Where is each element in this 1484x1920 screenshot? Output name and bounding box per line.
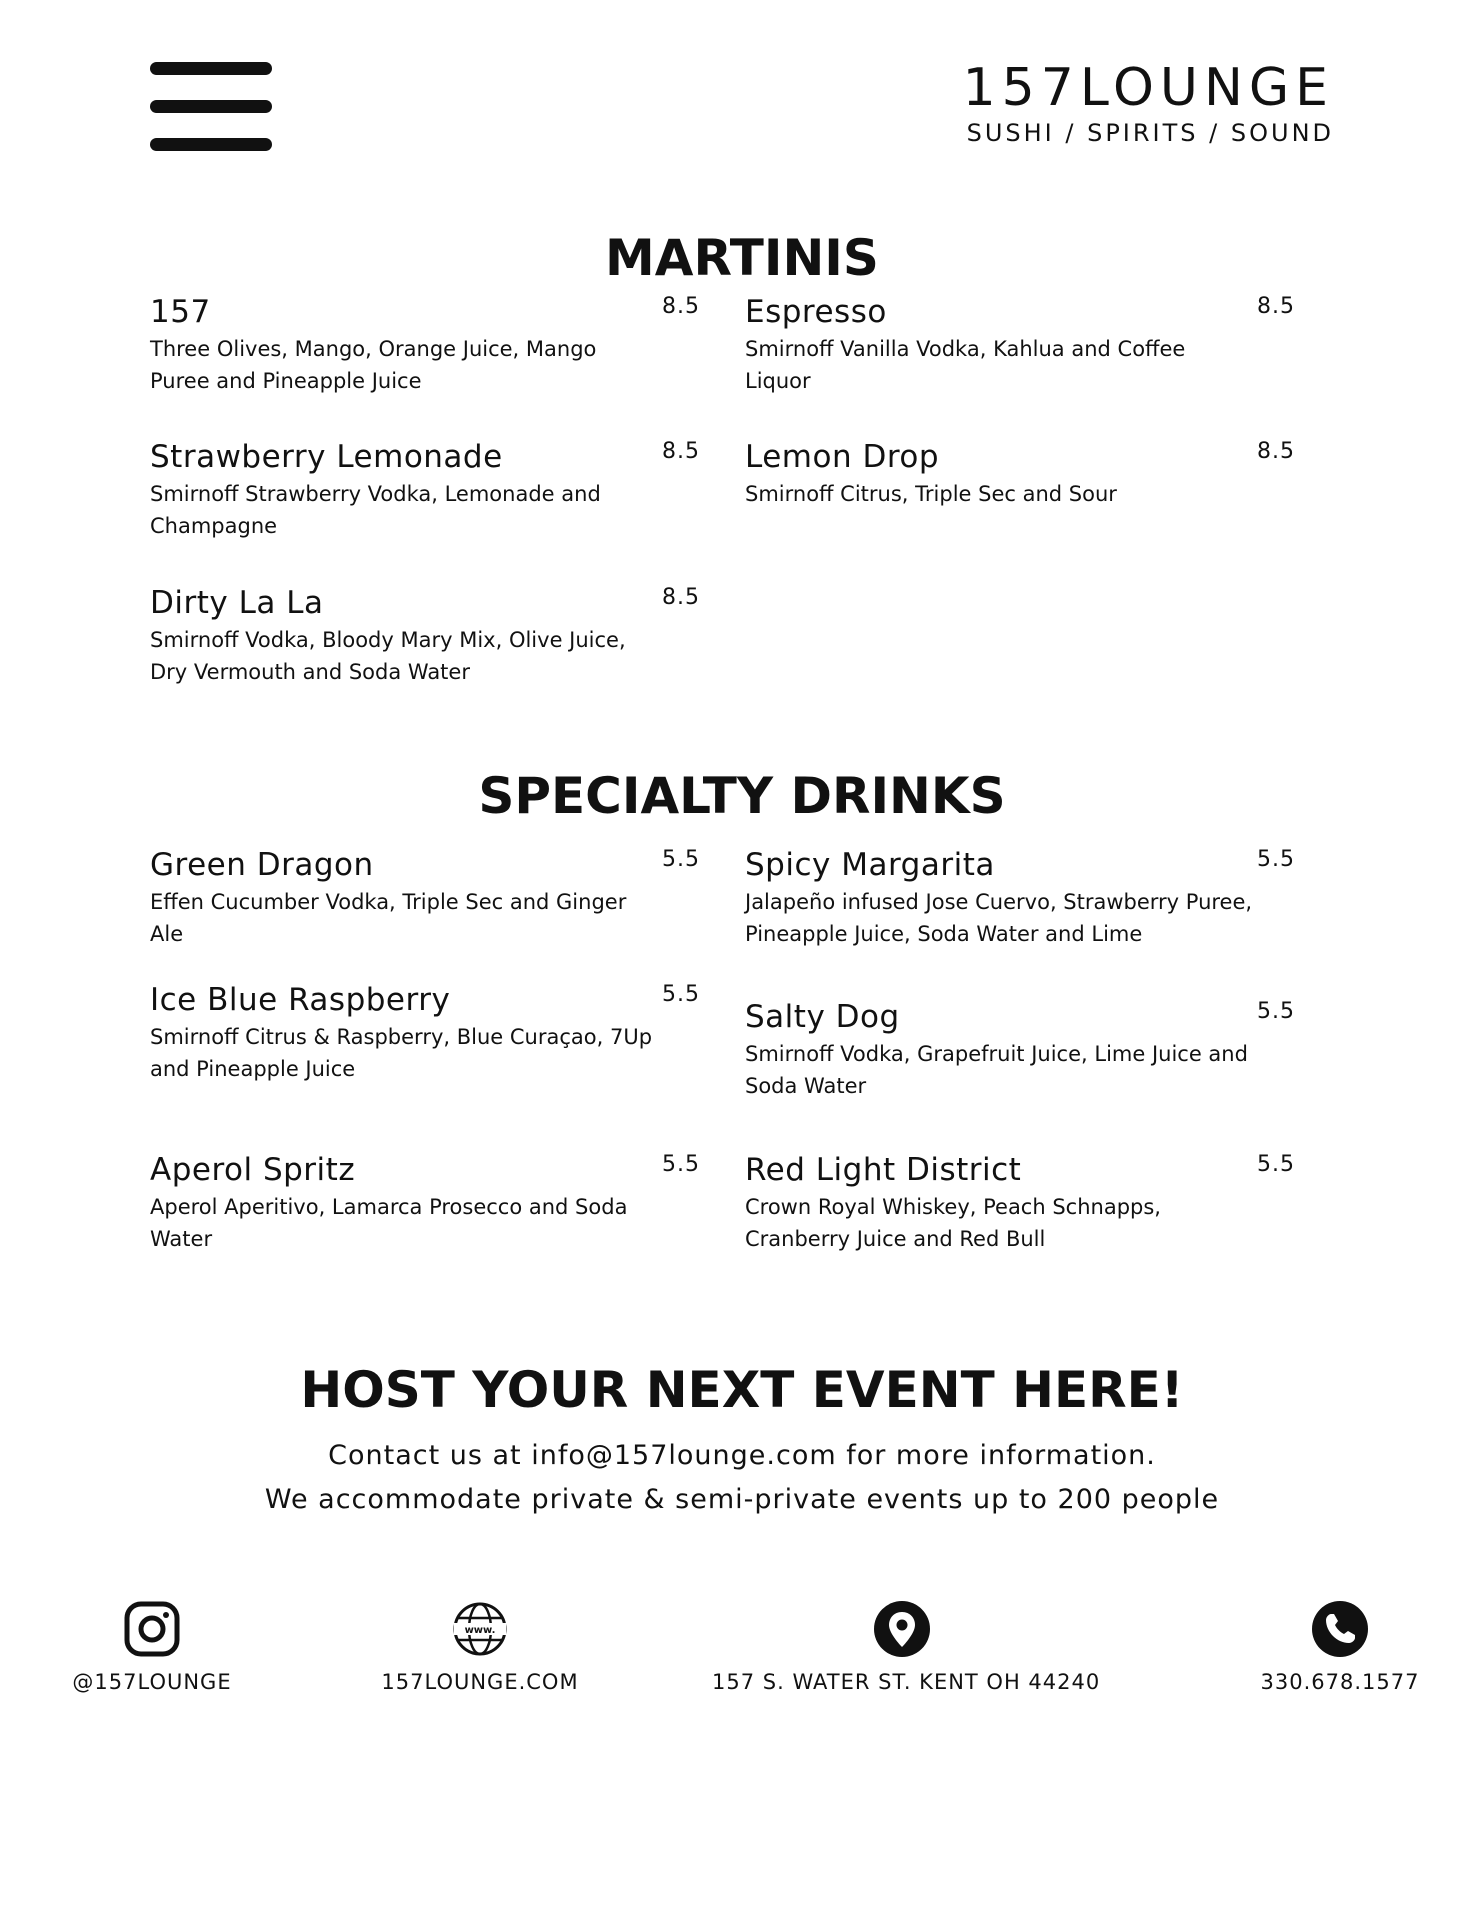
phone-icon (1311, 1600, 1369, 1658)
menu-item-desc: Effen Cucumber Vodka, Triple Sec and Ginger Ale (150, 890, 627, 946)
menu-item-name: Spicy Margarita (745, 847, 995, 883)
brand-logo (963, 58, 1334, 148)
event-contact-line: Contact us at info@157lounge.com for more information. (328, 1440, 1156, 1471)
event-title: HOST YOUR NEXT EVENT HERE! (300, 1361, 1184, 1419)
menu-item-desc: Smirnoff Vodka, Grapefruit Juice, Lime Juice and Soda Water (745, 1042, 1248, 1098)
event-capacity-line: We accommodate private & semi-private events up to 200 people (264, 1484, 1220, 1515)
instagram-icon (123, 1600, 181, 1658)
menu-item-desc: Smirnoff Citrus, Triple Sec and Sour (745, 482, 1117, 506)
menu-item (745, 1150, 1295, 1255)
menu-item-price: 8.5 (662, 439, 700, 464)
brand-name: 157LOUNGE (962, 58, 1334, 118)
street-address: 157 S. WATER ST. KENT OH 44240 (712, 1670, 1101, 1694)
menu-item (150, 437, 700, 542)
menu-item (745, 437, 1295, 510)
menu-item-name: Lemon Drop (745, 439, 940, 475)
globe-www-icon (451, 1600, 509, 1658)
martinis-title: MARTINIS (605, 229, 879, 287)
brand-tagline: SUSHI / SPIRITS / SOUND (966, 119, 1334, 147)
menu-item-desc: Smirnoff Vodka, Bloody Mary Mix, Olive Juice, Dry Vermouth and Soda Water (150, 628, 626, 684)
menu-item-name: Espresso (745, 294, 887, 330)
menu-item (745, 845, 1295, 950)
menu-item-price: 5.5 (662, 1152, 700, 1177)
menu-item-name: Dirty La La (150, 585, 324, 621)
svg-text:www.: www. (464, 1625, 496, 1636)
menu-item-name: Ice Blue Raspberry (150, 982, 451, 1018)
address-contact[interactable] (712, 1600, 1101, 1694)
instagram-handle: @157LOUNGE (72, 1670, 232, 1694)
menu-item-name: Salty Dog (745, 999, 900, 1035)
phone-number: 330.678.1577 (1260, 1670, 1420, 1694)
menu-item-price: 5.5 (1257, 999, 1295, 1024)
menu-item-name: Red Light District (745, 1152, 1022, 1188)
menu-item-desc: Smirnoff Vanilla Vodka, Kahlua and Coffee Liquor (745, 337, 1186, 393)
location-pin-icon (873, 1600, 931, 1658)
menu-item-price: 8.5 (1257, 439, 1295, 464)
menu-item-desc: Crown Royal Whiskey, Peach Schnapps, Cranberry Juice and Red Bull (745, 1195, 1161, 1251)
menu-item-price: 8.5 (1257, 294, 1295, 319)
menu-item-name: Strawberry Lemonade (150, 439, 503, 475)
website-url: 157LOUNGE.COM (381, 1670, 579, 1694)
menu-item-name: Green Dragon (150, 847, 374, 883)
hamburger-menu-icon[interactable] (150, 62, 272, 152)
menu-item-price: 8.5 (662, 585, 700, 610)
menu-item-price: 5.5 (1257, 1152, 1295, 1177)
specialty-drinks-title: SPECIALTY DRINKS (478, 767, 1006, 825)
menu-item-price: 5.5 (1257, 847, 1295, 872)
menu-item-name: Aperol Spritz (150, 1152, 356, 1188)
menu-item (745, 997, 1295, 1102)
menu-item-desc: Aperol Aperitivo, Lamarca Prosecco and Soda Water (150, 1195, 628, 1251)
menu-item (745, 292, 1295, 397)
phone-contact[interactable] (1250, 1600, 1430, 1694)
menu-item-price: 5.5 (662, 982, 700, 1007)
menu-item-price: 8.5 (662, 294, 700, 319)
menu-item (150, 1150, 700, 1255)
menu-item-name: 157 (150, 294, 211, 330)
menu-item (150, 845, 700, 950)
menu-item-price: 5.5 (662, 847, 700, 872)
menu-item-desc: Smirnoff Strawberry Vodka, Lemonade and Champagne (150, 482, 601, 538)
menu-item-desc: Smirnoff Citrus & Raspberry, Blue Curaçao, 7Up and Pineapple Juice (150, 1025, 653, 1081)
menu-item (150, 583, 700, 688)
menu-item-desc: Three Olives, Mango, Orange Juice, Mango Puree and Pineapple Juice (150, 337, 597, 393)
menu-item (150, 292, 700, 397)
menu-item (150, 980, 700, 1085)
instagram-contact[interactable] (62, 1600, 242, 1694)
website-contact[interactable] (380, 1600, 580, 1694)
menu-item-desc: Jalapeño infused Jose Cuervo, Strawberry Puree, Pineapple Juice, Soda Water and Lime (745, 890, 1253, 946)
